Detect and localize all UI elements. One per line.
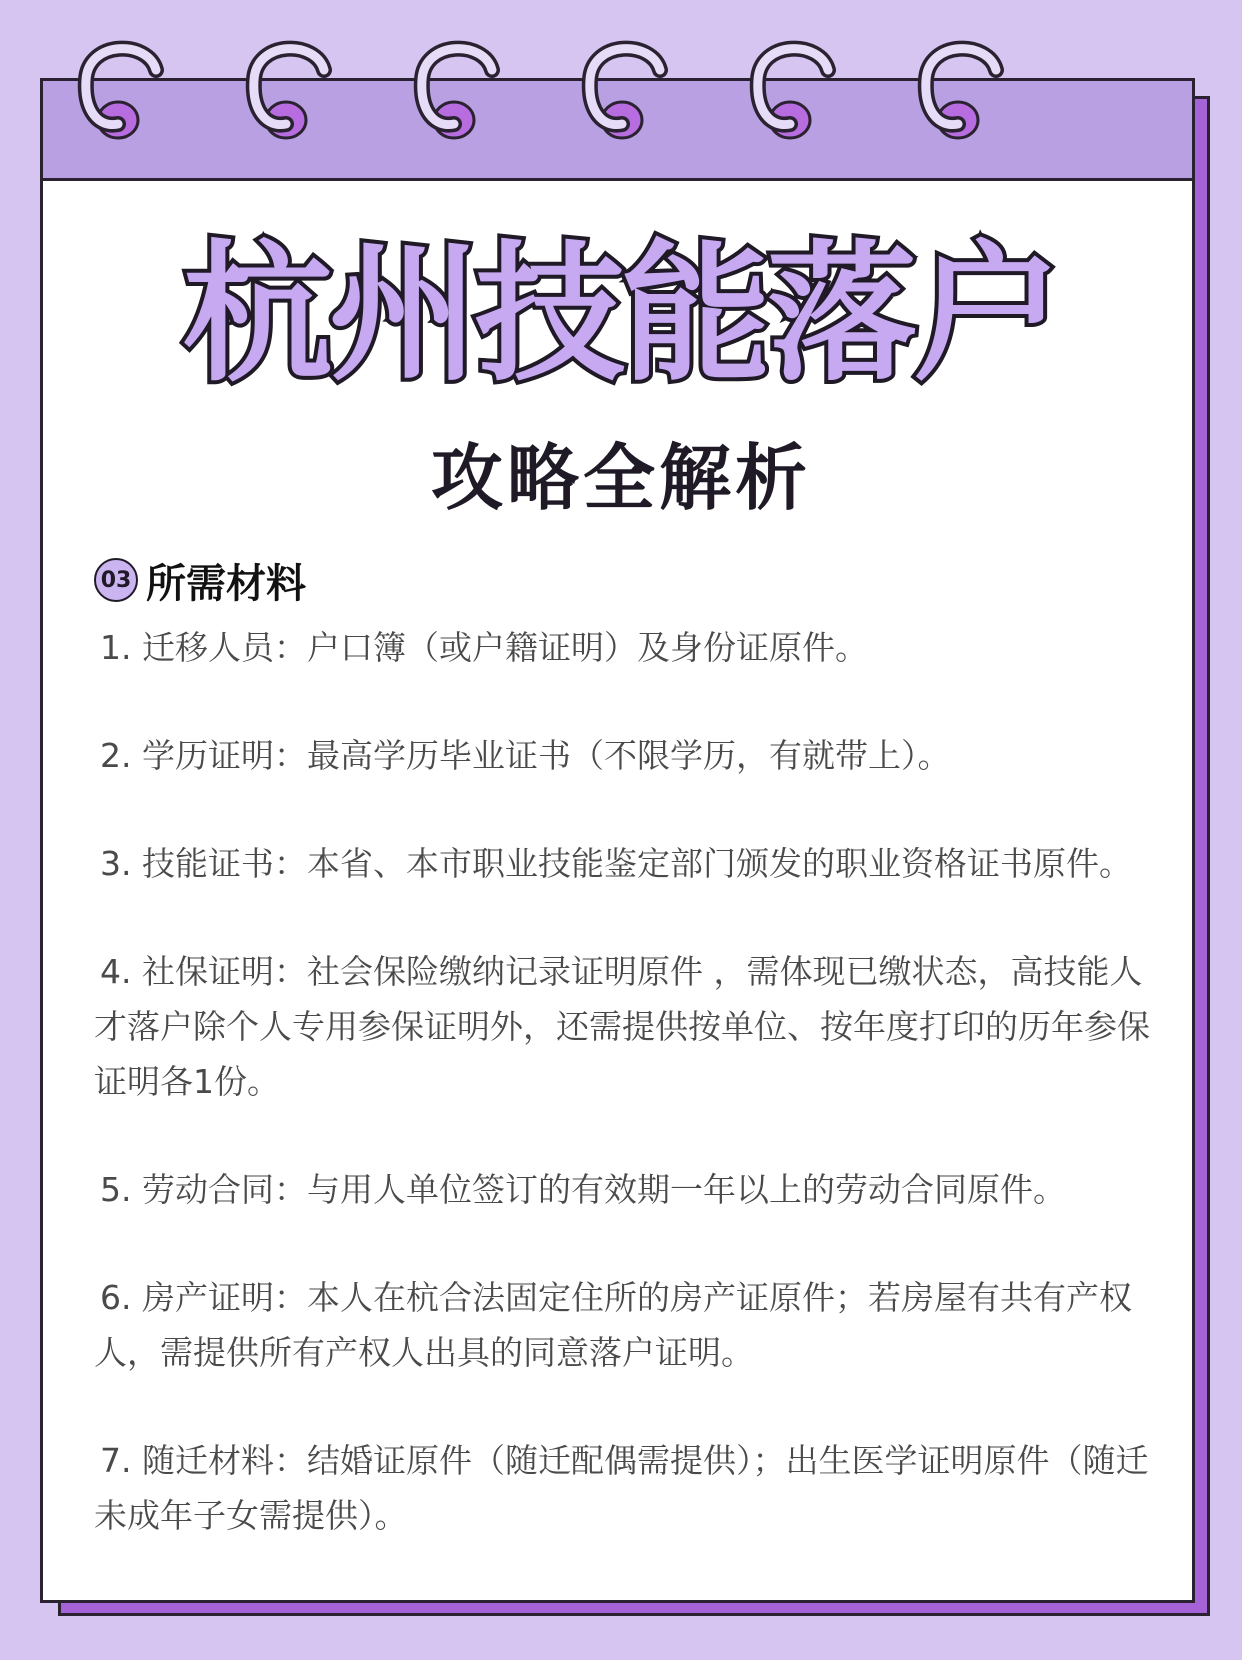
item-text: 学历证明：最高学历毕业证书（不限学历，有就带上）。: [131, 736, 951, 775]
item-text: 技能证书：本省、本市职业技能鉴定部门颁发的职业资格证书原件。: [131, 844, 1132, 883]
item-number: 6.: [100, 1278, 132, 1317]
list-item: [94, 836, 1154, 891]
section-number-badge: 03: [94, 558, 138, 602]
list-item: [94, 944, 1154, 1109]
section-title: 所需材料: [146, 560, 306, 607]
item-text: 房产证明：本人在杭合法固定住所的房产证原件；若房屋有共有产权人，需提供所有产权人出具的同意落户证明。: [94, 1278, 1132, 1372]
list-item: [94, 1270, 1154, 1380]
item-text: 迁移人员：户口簿（或户籍证明）及身份证原件。: [131, 628, 868, 667]
page-subtitle: 攻略全解析: [430, 436, 811, 520]
item-number: 3.: [100, 844, 132, 883]
item-number: 7.: [100, 1441, 132, 1480]
item-text: 社保证明：社会保险缴纳记录证明原件 ，需体现已缴状态，高技能人才落户除个人专用参保证明外，还需提供按单位、按年度打印的历年参保证明各1份。: [94, 952, 1150, 1101]
item-number: 4.: [100, 952, 132, 991]
materials-list: [94, 620, 1154, 1596]
list-item: [94, 1433, 1154, 1543]
item-text: 劳动合同：与用人单位签订的有效期一年以上的劳动合同原件。: [131, 1170, 1066, 1209]
notebook-header-band: [43, 81, 1192, 181]
list-item: [94, 1162, 1154, 1217]
list-item: [94, 728, 1154, 783]
page-title: 杭州技能落户: [182, 228, 1059, 402]
item-text: 随迁材料：结婚证原件（随迁配偶需提供）；出生医学证明原件（随迁未成年子女需提供）。: [94, 1441, 1149, 1535]
item-number: 5.: [100, 1170, 132, 1209]
item-number: 1.: [100, 628, 132, 667]
list-item: [94, 620, 1154, 675]
item-number: 2.: [100, 736, 132, 775]
section-heading: [94, 553, 306, 607]
